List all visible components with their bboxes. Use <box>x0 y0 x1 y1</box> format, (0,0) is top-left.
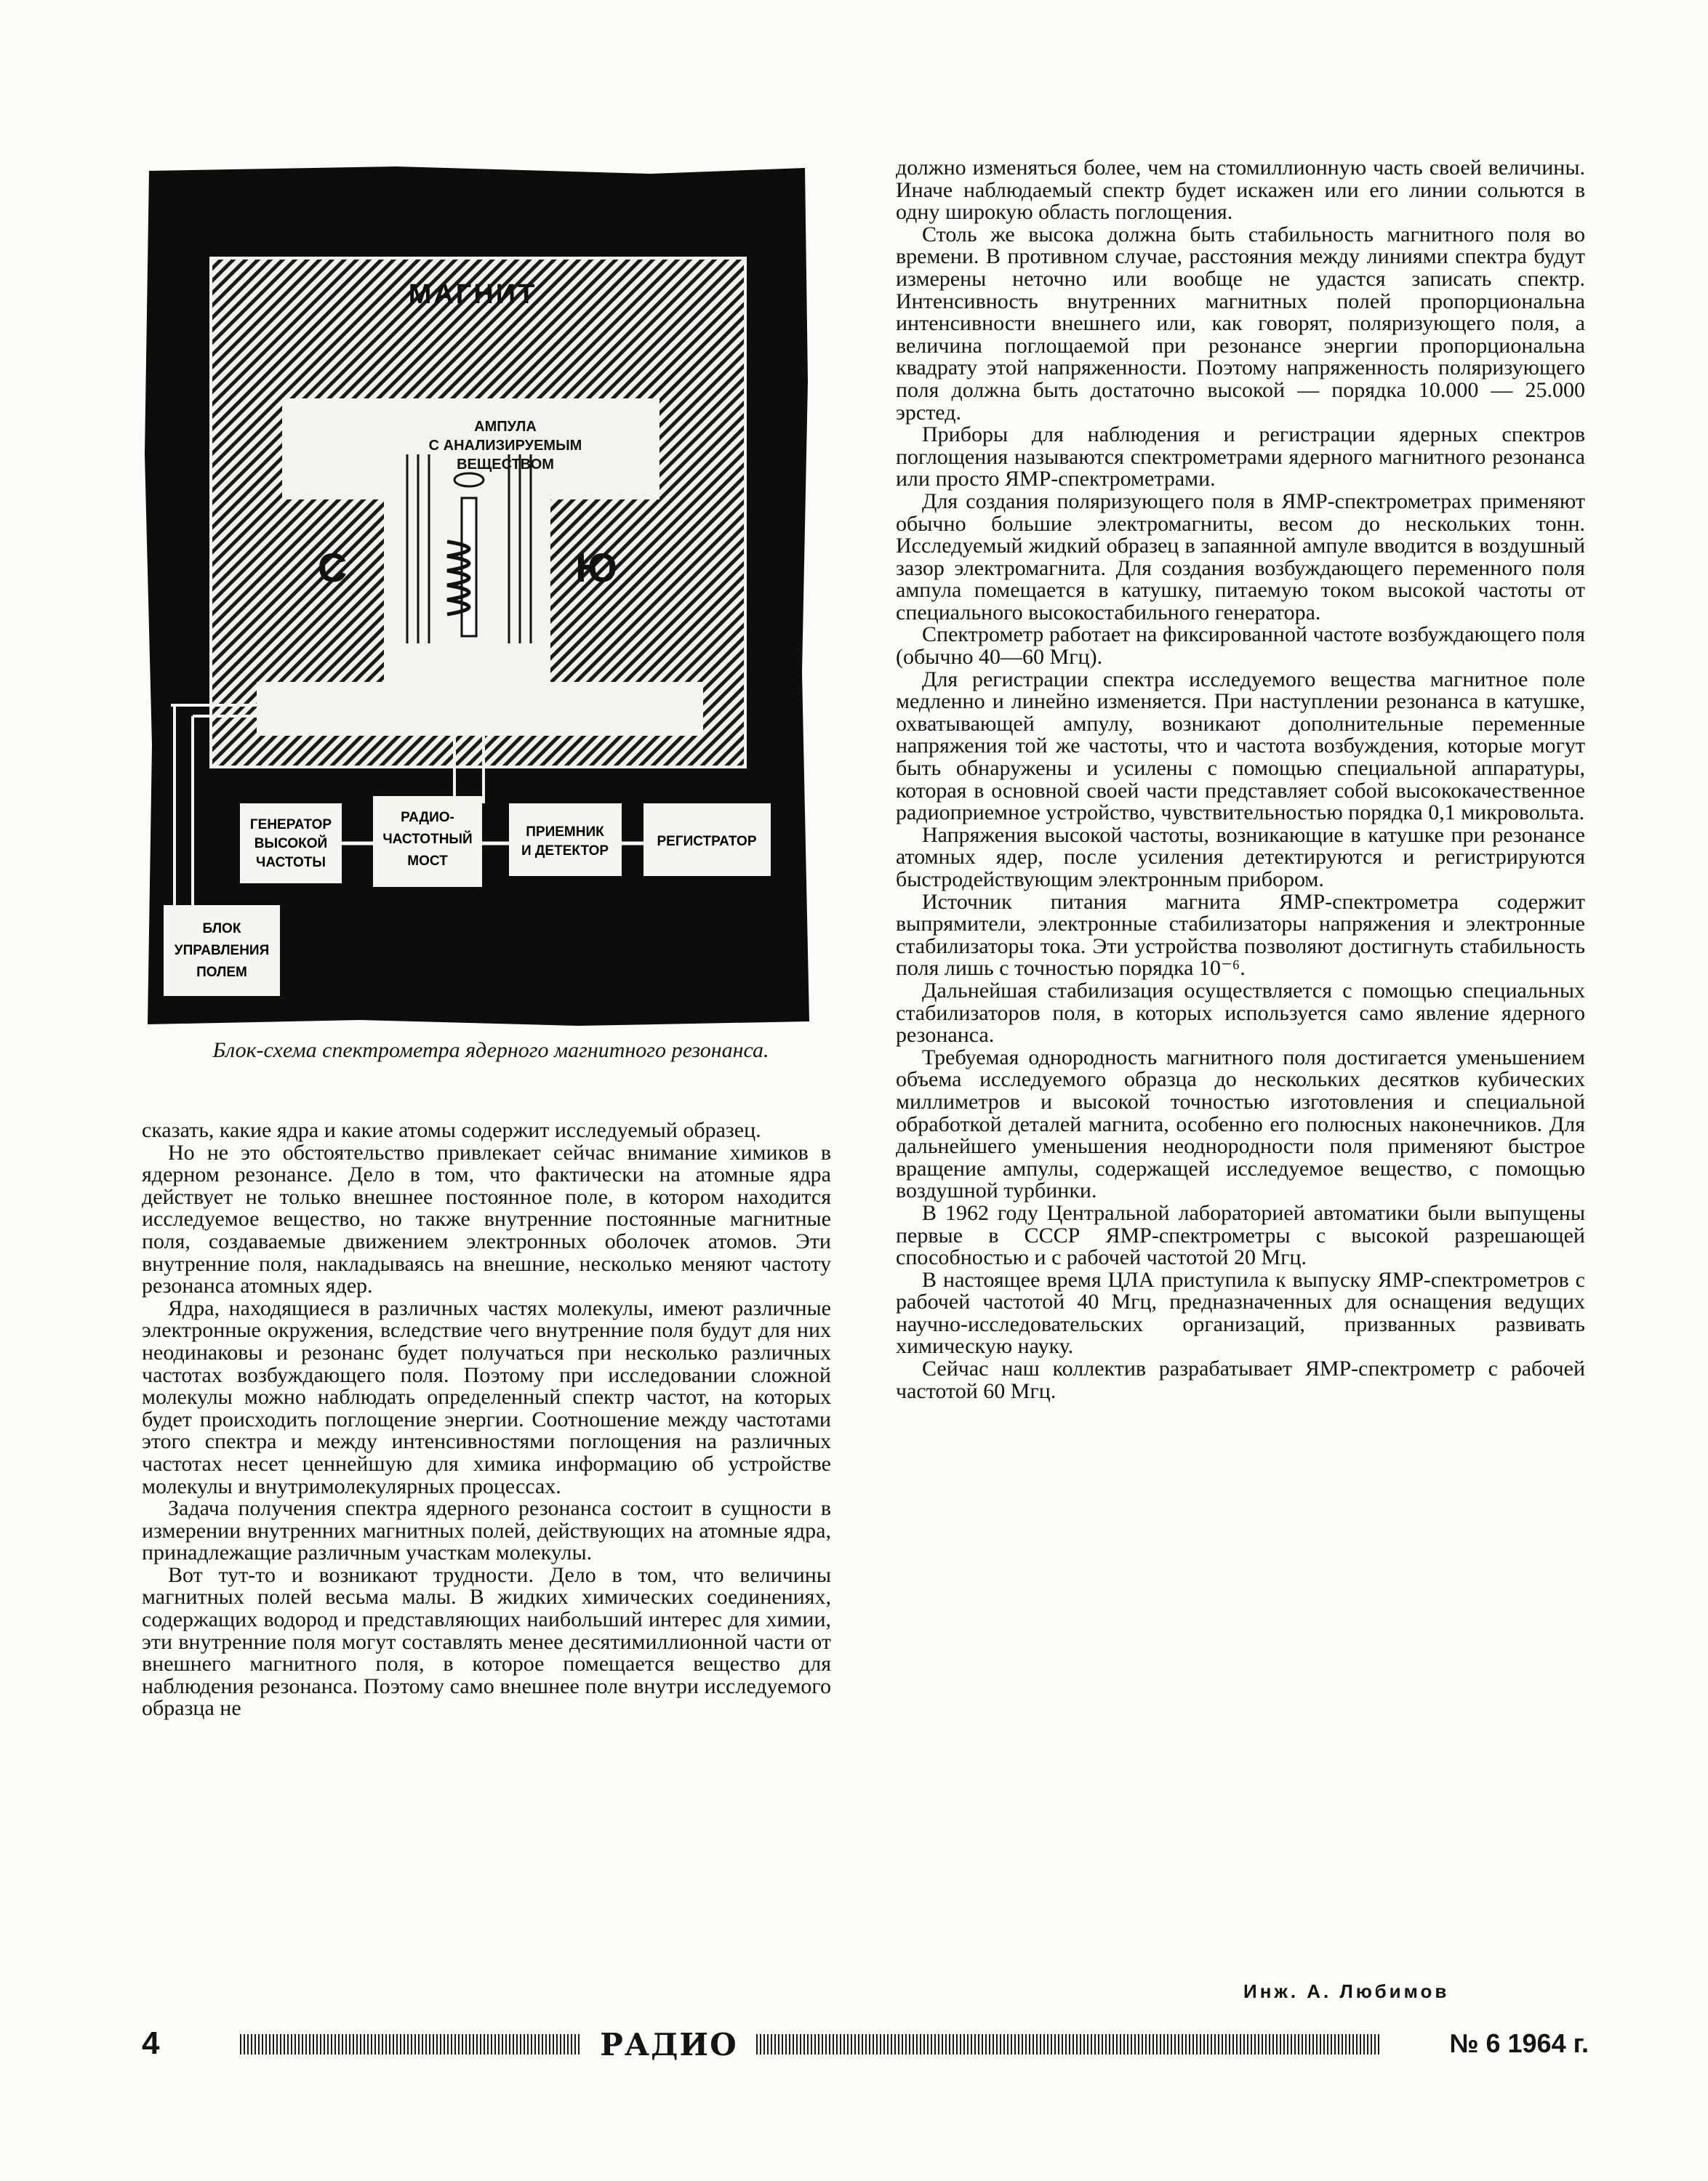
block-field-control-l3: ПОЛЕМ <box>196 965 247 980</box>
paragraph: Ядра, находящиеся в различных частях молекулы, имеют различные электронные окружения, вследствие чего внутренние поля будут для них неодинаковы и резонанс будет получаться при несколько различных частотах возбуждающего поля. Поэтому при исследовании сложной молекулы можно наблюдать определенный спектр частот, на которых будет происходить поглощение энергии. Соотношение между частотами этого спектра и между интенсивностями поглощения на различных частотах несет ценнейшую для химика информацию об устройстве молекулы и внутримолекулярных процессах. <box>142 1296 831 1498</box>
paragraph: Столь же высока должна быть стабильность магнитного поля во времени. В противном случае, расстояния между линиями спектра будут измерены неточно или вообще не удастся записать спектр. Интенсивность внутренних магнитных полей пропорциональна интенсивности внешнего или, как говорят, поляризующего поля, а величина поглощаемой при резонансе энергии пропорциональна квадрату этой напряженности. Поэтому напряженность поляризующего поля должна быть достаточно высокой — порядка 10.000 — 25.000 эрстед. <box>896 222 1585 425</box>
paragraph: В 1962 году Центральной лабораторией автоматики были выпущены первые в СССР ЯМР-спектрометры с высокой разрешающей способностью и с рабочей частотой 20 Мгц. <box>896 1200 1585 1270</box>
block-bridge-l3: МОСТ <box>407 853 448 869</box>
block-receiver <box>509 803 622 876</box>
paragraph: Спектрометр работает на фиксированной частоте возбуждающего поля (обычно 40—60 Мгц). <box>896 622 1585 670</box>
footer-rule-right <box>756 2034 1382 2055</box>
footer-rule-left <box>240 2034 582 2055</box>
paragraph: Дальнейшая стабилизация осуществляется с помощью специальных стабилизаторов поля, в которых используется само явление ядерного резонанса. <box>896 978 1585 1048</box>
paragraph: должно изменяться более, чем на стомиллионную часть своей величины. Иначе наблюдаемый спектр будет искажен или его линии сольются в одну широкую область поглощения. <box>896 156 1585 225</box>
block-recorder-l1: РЕГИСТРАТОР <box>657 834 757 849</box>
block-bridge-l2: ЧАСТОТНЫЙ <box>382 832 473 847</box>
block-generator-l2: ВЫСОКОЙ <box>254 836 328 851</box>
block-receiver-l2: И ДЕТЕКТОР <box>521 843 609 859</box>
block-bridge-l1: РАДИО- <box>401 810 454 825</box>
magazine-name: РАДИО <box>600 2027 738 2062</box>
block-generator-l1: ГЕНЕРАТОР <box>249 817 332 832</box>
pole-south: С <box>317 545 348 590</box>
paragraph: Требуемая однородность магнитного поля достигается уменьшением объема исследуемого образца до нескольких десятков кубических миллиметров и высокой точностью изготовления и специальной обработкой деталей магнита, особенно его полюсных наконечников. Для дальнейшего уменьшения неоднородности поля применяют быстрое вращение ампулы, содержащей исследуемое вещество, с помощью воздушной турбинки. <box>896 1045 1585 1203</box>
paragraph: В настоящее время ЦЛА приступила к выпуску ЯМР-спектрометров с рабочей частотой 40 Мгц, предназначенных для оснащения ведущих научно-исследовательских организаций, призванных развивать химическую науку. <box>896 1267 1585 1359</box>
right-column <box>896 157 1585 1402</box>
author-signature: Инж. А. Любимов <box>1243 1980 1450 2002</box>
block-diagram <box>142 164 812 1029</box>
paragraph: Задача получения спектра ядерного резонанса состоит в сущности в измерении внутренних магнитных полей, действующих на атомные ядра, принадлежащие различным участкам молекулы. <box>142 1496 831 1565</box>
paragraph: Вот тут-то и возникают трудности. Дело в том, что величины магнитных полей весьма малы. В жидких химических соединениях, содержащих водород и представляющих наибольший интерес для химии, эти внутренние поля могут составлять менее десятимиллионной части от внешнего магнитного поля, в которое помещается вещество для наблюдения резонанса. Поэтому само внешнее поле внутри исследуемого образца не <box>142 1562 831 1721</box>
paragraph: Источник питания магнита ЯМР-спектрометра содержит выпрямители, электронные стабилизаторы напряжения и электронные стабилизаторы тока. Эти устройства позволяют достигнуть стабильность поля лишь с точностью порядка 10⁻⁶. <box>896 889 1585 981</box>
issue-number: № 6 1964 г. <box>1449 2028 1589 2058</box>
magnet-label: МАГНИТ <box>408 279 537 310</box>
block-field-control-l2: УПРАВЛЕНИЯ <box>174 943 270 958</box>
pole-north: Ю <box>575 545 617 590</box>
ampoule-label-1: АМПУЛА <box>474 419 537 435</box>
block-receiver-l1: ПРИЕМНИК <box>526 824 604 840</box>
ampoule-label-2: С АНАЛИЗИРУЕМЫМ <box>428 438 582 454</box>
paragraph: Для создания поляризующего поля в ЯМР-спектрометрах применяют обычно большие электромагниты, весом до нескольких тонн. Исследуемый жидкий образец в запаянной ампуле вводится в воздушный зазор электромагнита. Для создания возбуждающего переменного поля ампула помещается в катушку, питаемую током высокой частоты от специального высокостабильного генератора. <box>896 489 1585 624</box>
paragraph: Но не это обстоятельство привлекает сейчас внимание химиков в ядерном резонансе. Дело в том, что фактически на атомные ядра действует не только внешнее постоянное поле, в котором находится исследуемое вещество, но также внутренние постоянные магнитные поля, создаваемые движением электронных оболочек атомов. Эти внутренние поля, накладываясь на внешние, несколько меняют частоту резонанса атомных ядер. <box>142 1140 831 1298</box>
paragraph: Приборы для наблюдения и регистрации ядерных спектров поглощения называются спектрометрами ядерного магнитного резонанса или просто ЯМР-спектрометрами. <box>896 422 1585 491</box>
left-column <box>142 1120 831 1720</box>
paragraph: Для регистрации спектра исследуемого вещества магнитное поле медленно и линейно изменяется. При наступлении резонанса в катушке, охватывающей ампулу, возникают дополнительные переменные напряжения той же частоты, что и частота возбуждения, которые могут быть обнаружены и усилены с помощью специальной аппаратуры, которая в основной своей части представляет собой высококачественное радиоприемное устройство, чувствительностью порядка 0,1 микровольта. <box>896 667 1585 825</box>
page-number: 4 <box>142 2025 160 2061</box>
page-footer <box>142 2025 1589 2062</box>
diagram-caption: Блок-схема спектрометра ядерного магнитного резонанса. <box>212 1038 769 1062</box>
block-generator-l3: ЧАСТОТЫ <box>256 855 326 870</box>
block-field-control-l1: БЛОК <box>202 921 241 936</box>
paragraph: Сейчас наш коллектив разрабатывает ЯМР-спектрометр с рабочей частотой 60 Мгц. <box>896 1357 1585 1403</box>
paragraph: сказать, какие ядра и какие атомы содержит исследуемый образец. <box>142 1118 761 1142</box>
paragraph: Напряжения высокой частоты, возникающие в катушке при резонансе атомных ядер, после усиления детектируются и регистрируются быстродействующим электронным прибором. <box>896 822 1585 891</box>
ampoule-label-3: ВЕЩЕСТВОМ <box>457 457 554 473</box>
